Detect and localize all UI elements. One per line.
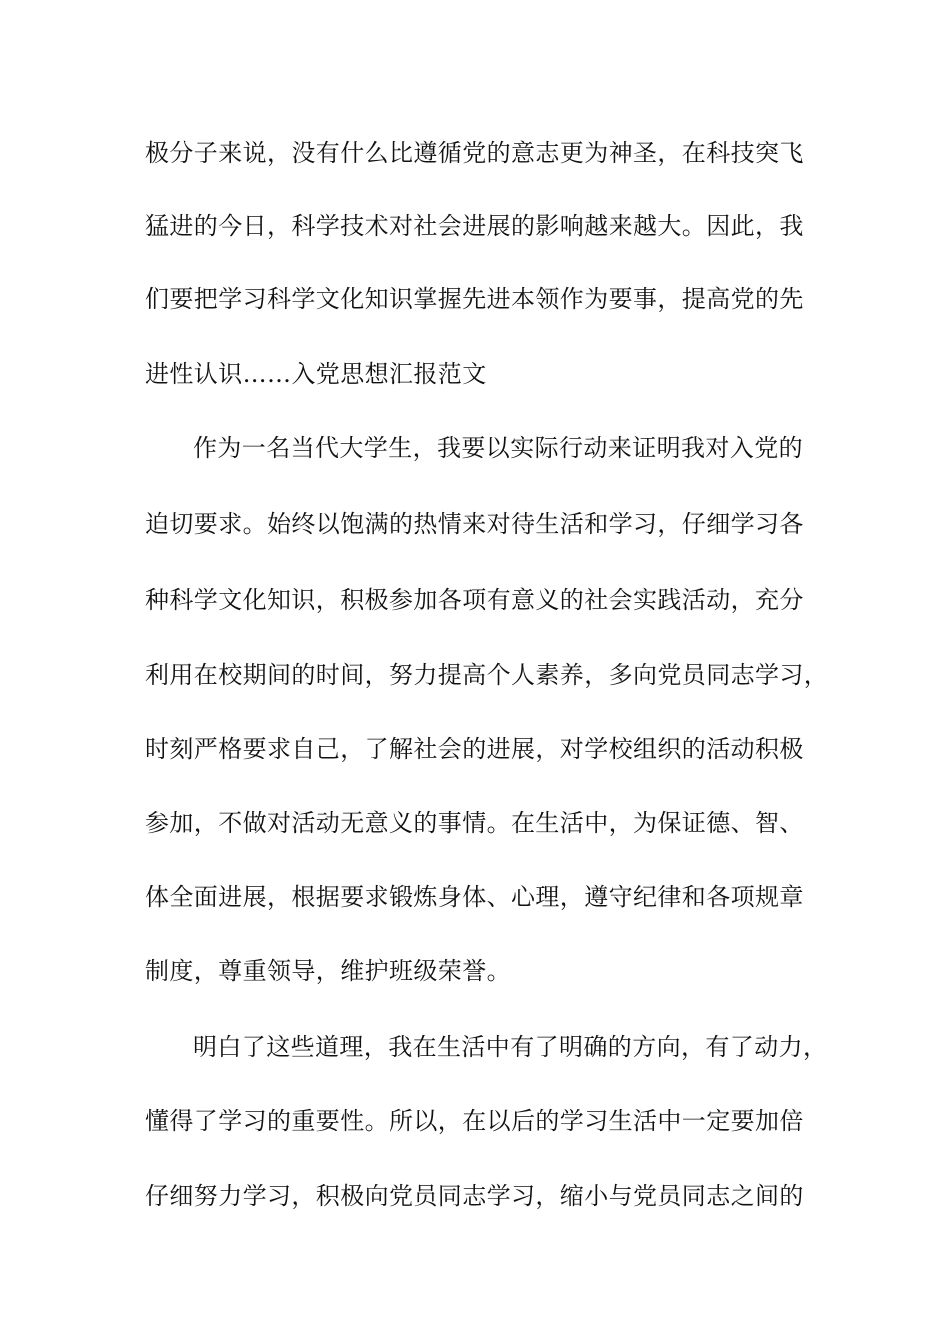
text-line: 进性认识……入党思想汇报范文 <box>145 360 487 388</box>
text-line: 时刻严格要求自己，了解社会的进展，对学校组织的活动积极 <box>145 735 804 763</box>
paragraph-first-line: 作为一名当代大学生，我要以实际行动来证明我对入党的 <box>193 434 803 462</box>
paragraph-first-line: 明白了这些道理，我在生活中有了明确的方向，有了动力， <box>193 1033 828 1061</box>
text-line: 利用在校期间的时间，努力提高个人素养，多向党员同志学习， <box>145 661 829 689</box>
text-line: 种科学文化知识，积极参加各项有意义的社会实践活动，充分 <box>145 586 804 614</box>
text-line: 猛进的今日，科学技术对社会进展的影响越来越大。因此，我 <box>145 212 804 240</box>
text-line: 极分子来说，没有什么比遵循党的意志更为神圣，在科技突飞 <box>145 139 804 167</box>
text-line: 制度，尊重领导，维护班级荣誉。 <box>145 957 511 985</box>
text-line: 们要把学习科学文化知识掌握先进本领作为要事，提高党的先 <box>145 285 804 313</box>
text-line: 懂得了学习的重要性。所以，在以后的学习生活中一定要加倍 <box>145 1107 804 1135</box>
text-line: 参加，不做对活动无意义的事情。在生活中，为保证德、智、 <box>145 809 804 837</box>
text-line: 体全面进展，根据要求锻炼身体、心理，遵守纪律和各项规章 <box>145 883 804 911</box>
text-line: 迫切要求。始终以饱满的热情来对待生活和学习，仔细学习各 <box>145 510 804 538</box>
text-line: 仔细努力学习，积极向党员同志学习，缩小与党员同志之间的 <box>145 1182 804 1210</box>
